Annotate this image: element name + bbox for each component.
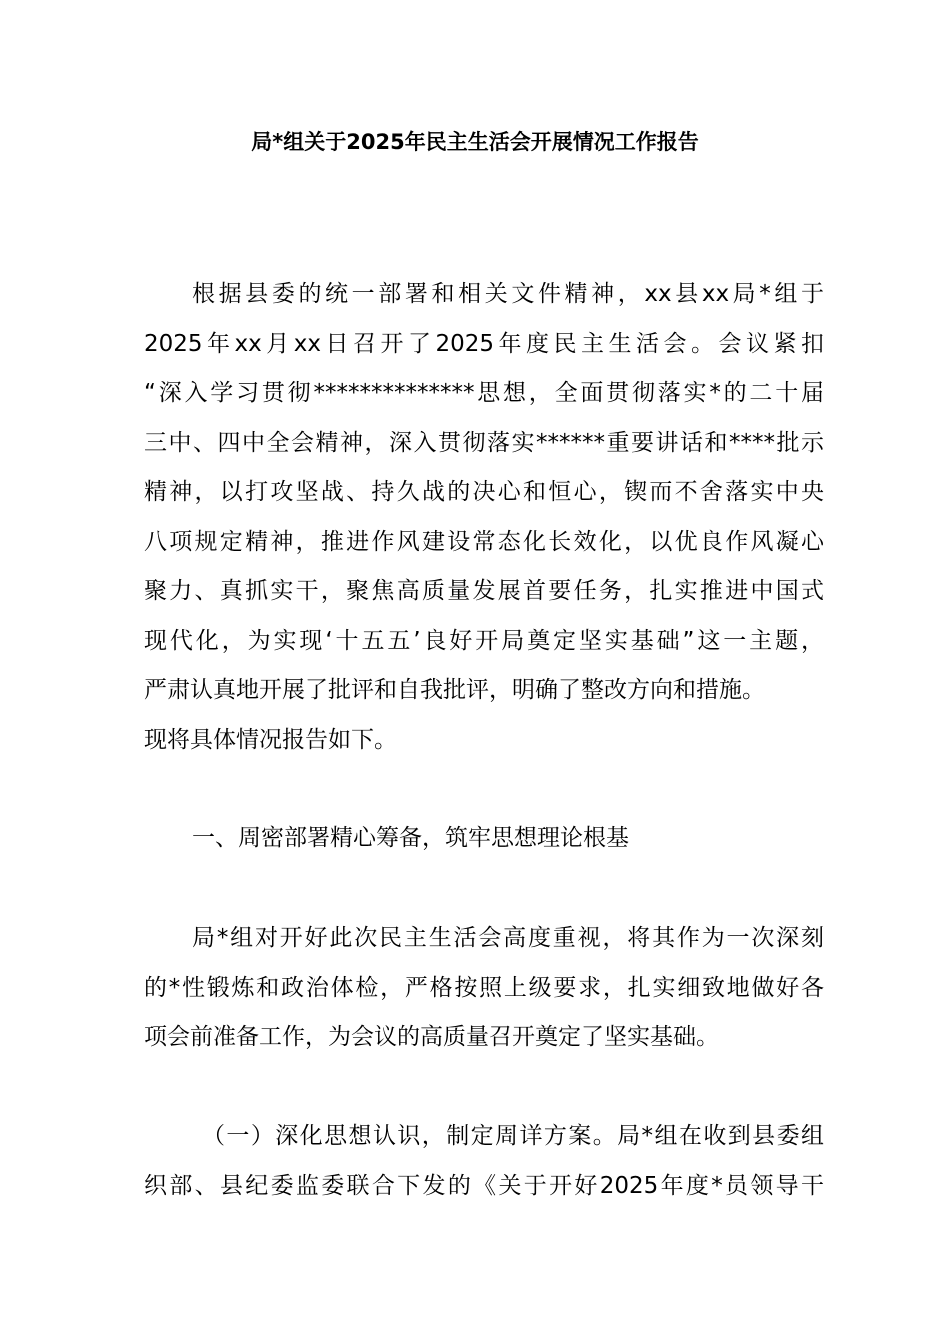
- text-line: 严肃认真地开展了批评和自我批评，明确了整改方向和措施。: [144, 677, 765, 703]
- text-line: 的*性锻炼和政治体检，严格按照上级要求，扎实细致地做好各: [144, 974, 824, 1001]
- text-line: 项会前准备工作，为会议的高质量召开奠定了坚实基础。: [144, 1024, 719, 1050]
- subsection-paragraph: [144, 1112, 824, 1211]
- text-line: 织部、县纪委监委联合下发的《关于开好2025年度*员领导干: [144, 1172, 824, 1199]
- text-line: 2025年xx月xx日召开了2025年度民主生活会。会议紧扣: [144, 330, 824, 357]
- section-body-paragraph: [144, 914, 824, 1063]
- text-line: 精神，以打攻坚战、持久战的决心和恒心，锲而不舍落实中央: [144, 479, 824, 505]
- heading-line: 一、周密部署精心筹备，筑牢思想理论根基: [192, 825, 629, 851]
- intro-paragraph: [144, 270, 824, 765]
- text-line: （一）深化思想认识，制定周详方案。局*组在收到县委组: [202, 1123, 824, 1149]
- text-line: “深入学习贯彻**************思想，全面贯彻落实*的二十届: [144, 380, 824, 406]
- document-title: 局*组关于2025年民主生活会开展情况工作报告: [251, 130, 699, 154]
- section-heading: [144, 814, 824, 864]
- text-line: 根据县委的统一部署和相关文件精神，xx县xx局*组于: [192, 281, 824, 307]
- text-line: 三中、四中全会精神，深入贯彻落实******重要讲话和****批示: [144, 429, 824, 456]
- text-line: 八项规定精神，推进作风建设常态化长效化，以优良作风凝心: [144, 528, 824, 555]
- text-line: 局*组对开好此次民主生活会高度重视，将其作为一次深刻: [192, 925, 824, 951]
- text-line: 聚力、真抓实干，聚焦高质量发展首要任务，扎实推进中国式: [144, 578, 824, 604]
- text-line: 现代化，为实现‘十五五’良好开局奠定坚实基础”这一主题，: [144, 627, 824, 654]
- text-line: 现将具体情况报告如下。: [144, 726, 397, 753]
